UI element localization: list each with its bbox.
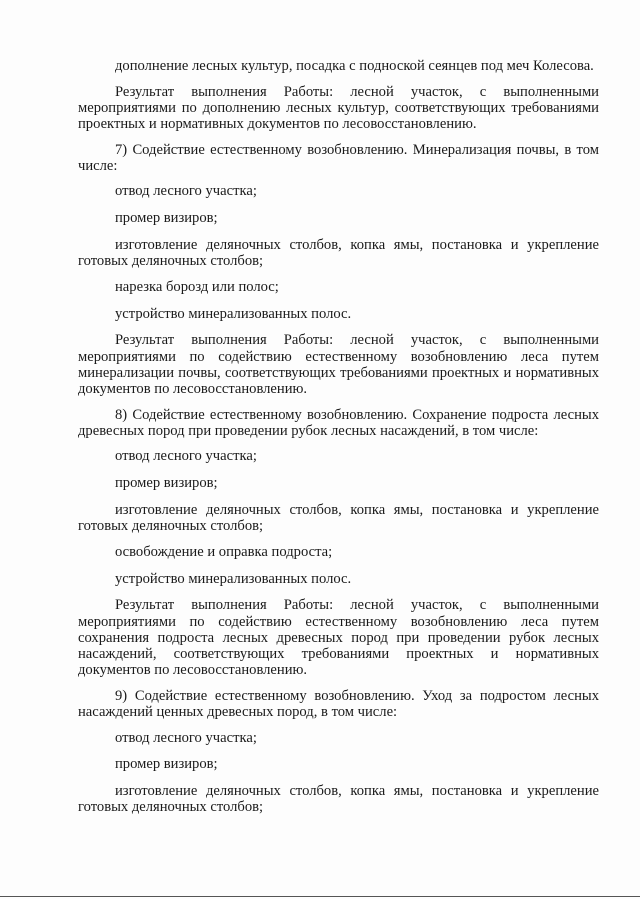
paragraph-result-undergrowth-preservation: Результат выполнения Работы: лесной участок, с выполненными мероприятиями по содействию естественному возобновлению леса путем сохранения подроста лесных древесных пород при проведении рубок лесных насаждений, соответствующих требованиями проектных и нормативных документов по лесовосстановлению. bbox=[78, 597, 599, 679]
document-body bbox=[78, 58, 599, 825]
scan-bottom-edge bbox=[0, 896, 640, 897]
list-item-plot-posts-manufacture: изготовление деляночных столбов, копка ямы, постановка и укрепление готовых деляночных столбов; bbox=[78, 783, 599, 816]
list-item-forest-plot-allocation: отвод лесного участка; bbox=[115, 448, 257, 465]
paragraph-result-supplement-cultures: Результат выполнения Работы: лесной участок, с выполненными мероприятиями по дополнению лесных культур, соответствующих требованиями проектных и нормативных документов по лесовосстановлению. bbox=[78, 83, 599, 132]
list-item-forest-plot-allocation: отвод лесного участка; bbox=[115, 183, 257, 200]
list-item-mineralized-strips: устройство минерализованных полос. bbox=[115, 570, 352, 587]
list-item-forest-plot-allocation: отвод лесного участка; bbox=[115, 729, 257, 746]
list-item-sight-line-measurement: промер визиров; bbox=[115, 475, 218, 492]
paragraph-item-7-heading: 7) Содействие естественному возобновлению. Минерализация почвы, в том числе: bbox=[78, 141, 599, 174]
paragraph-item-9-heading: 9) Содействие естественному возобновлению. Уход за подростом лесных насаждений ценных древесных пород, в том числе: bbox=[78, 687, 599, 720]
list-item-furrow-cutting: нарезка борозд или полос; bbox=[115, 278, 279, 295]
list-item-sight-line-measurement: промер визиров; bbox=[115, 210, 218, 227]
list-item-mineralized-strips: устройство минерализованных полос. bbox=[115, 305, 352, 322]
list-item-plot-posts-manufacture: изготовление деляночных столбов, копка ямы, постановка и укрепление готовых деляночных столбов; bbox=[78, 501, 599, 535]
paragraph-item-8-heading: 8) Содействие естественному возобновлению. Сохранение подроста лесных древесных пород при проведении рубок лесных насаждений, в том числе: bbox=[78, 406, 599, 439]
list-item-sight-line-measurement: промер визиров; bbox=[115, 756, 218, 773]
paragraph-kolesov-sword-planting: дополнение лесных культур, посадка с подноской сеянцев под меч Колесова. bbox=[115, 58, 594, 74]
list-item-undergrowth-release: освобождение и оправка подроста; bbox=[115, 543, 333, 560]
list-item-plot-posts-manufacture: изготовление деляночных столбов, копка ямы, постановка и укрепление готовых деляночных столбов; bbox=[78, 236, 599, 270]
paragraph-result-soil-mineralization: Результат выполнения Работы: лесной участок, с выполненными мероприятиями по содействию естественному возобновлению леса путем минерализации почвы, соответствующих требованиями проектных и нормативных документов по лесовосстановлению. bbox=[78, 332, 599, 397]
